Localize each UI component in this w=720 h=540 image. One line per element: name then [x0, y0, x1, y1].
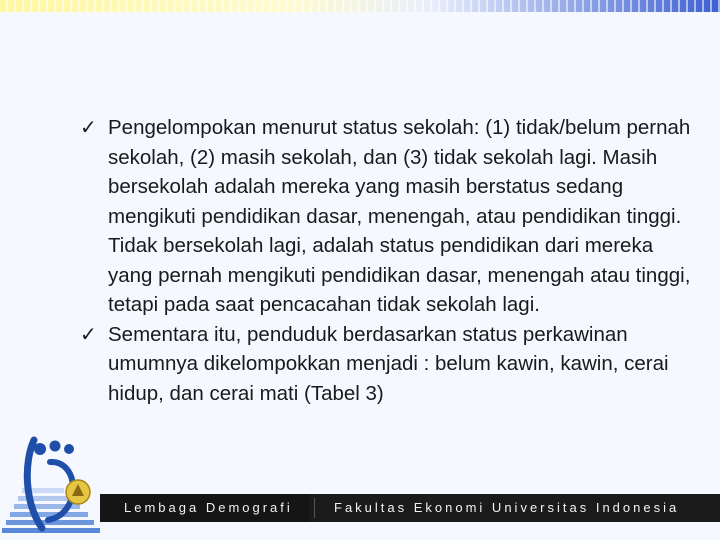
lembaga-demografi-logo-icon — [0, 432, 110, 540]
top-bar-dash-pattern — [0, 0, 720, 12]
bullet-text: Pengelompokan menurut status sekolah: (1) tidak/belum pernah sekolah, (2) masih sekolah, dan (3) tidak sekolah lagi. Masih bersekolah adalah mereka yang masih berstatus sedang mengikuti pendidikan dasar, menengah, atau pendidikan tinggi. Tidak bersekolah lagi, adalah status pendidikan dari mereka yang pernah mengikuti pendidikan dasar, menengah atau tinggi, tetapi pada saat pencacahan tidak sekolah lagi. — [108, 116, 691, 316]
footer-university-label: Fakultas Ekonomi Universitas Indonesia — [334, 500, 680, 515]
check-icon: ✓ — [80, 321, 97, 346]
slide-content — [80, 113, 700, 408]
check-icon: ✓ — [80, 115, 97, 139]
bullet-item-marital-status — [80, 320, 700, 409]
footer-divider — [314, 498, 315, 518]
bullet-text: Sementara itu, penduduk berdasarkan status perkawinan umumnya dikelompokkan menjadi : belum kawin, kawin, cerai hidup, dan cerai mati (Tabel 3) — [108, 322, 669, 405]
footer-bar — [100, 494, 720, 522]
bullet-item-education-status — [80, 113, 700, 320]
footer-institution-label: Lembaga Demografi — [124, 500, 293, 515]
